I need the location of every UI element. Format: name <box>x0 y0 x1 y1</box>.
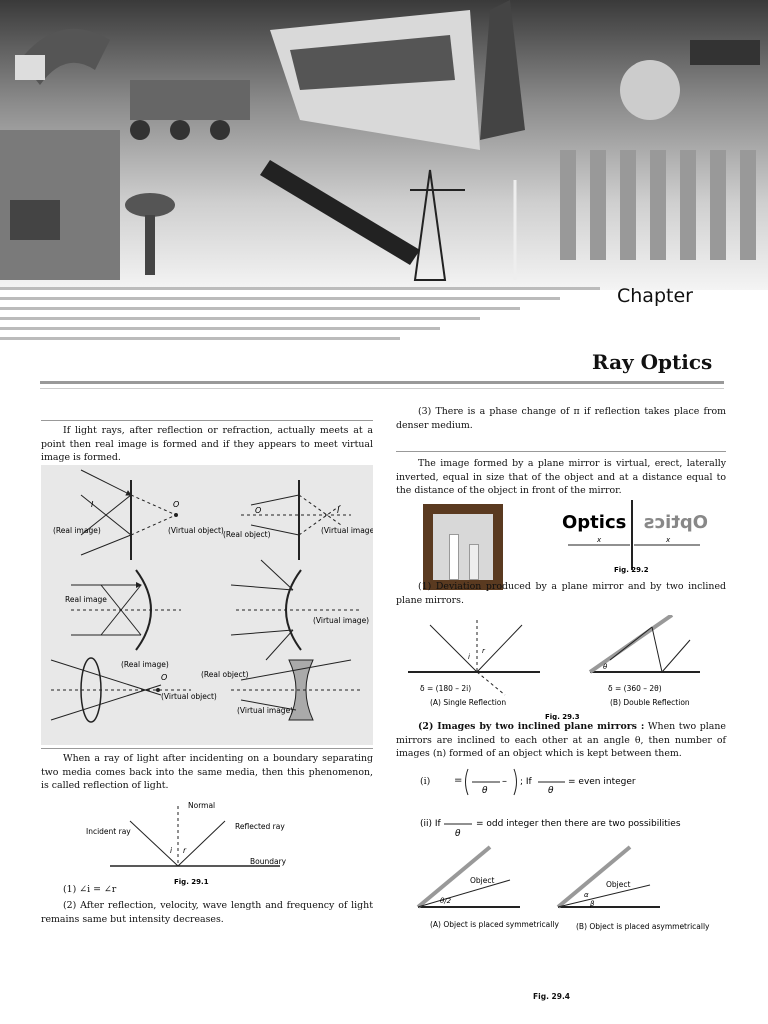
fig-29-3-diagram <box>400 615 730 720</box>
alpha-label: α <box>584 891 589 899</box>
label-virtual-object-3: (Virtual object) <box>161 692 217 701</box>
angle-i-label: i <box>170 846 173 855</box>
mirror-photo <box>423 504 503 590</box>
label-virtual-object-1: (Virtual object) <box>168 526 224 535</box>
section-rule-2 <box>41 748 373 749</box>
fig-29-2-caption: Fig. 29.2 <box>614 566 649 574</box>
section-rule-3 <box>396 451 726 452</box>
label-o-3: O <box>161 673 168 682</box>
double-theta: θ <box>603 663 608 671</box>
eq-ii-prefix: (ii) If <box>420 819 441 829</box>
label-o-1: O <box>173 500 180 509</box>
title-rule <box>40 381 724 384</box>
beta-label: β <box>590 900 595 908</box>
object-label-b: Object <box>606 880 631 889</box>
reflected-ray-label: Reflected ray <box>235 822 285 831</box>
eq-i-cond: = even integer <box>568 777 636 787</box>
caption-b: (B) Object is placed asymmetrically <box>576 922 710 931</box>
law-1: (1) ∠i = ∠r <box>63 884 117 895</box>
label-i-2: I <box>337 506 340 515</box>
caption-a: (A) Object is placed symmetrically <box>430 920 559 929</box>
double-formula: δ = (360 – 2θ) <box>608 684 662 693</box>
single-r: r <box>482 647 485 655</box>
fig-29-3-caption: Fig. 29.3 <box>545 713 580 720</box>
eq-ii-cond: = odd integer then there are two possibilities <box>476 819 681 829</box>
fig-29-4-diagram <box>410 845 730 950</box>
optics-word: Optics <box>562 512 627 533</box>
image-types-figure <box>41 465 373 745</box>
chapter-label: Chapter <box>617 285 693 307</box>
label-real-image-2: Real image <box>65 595 107 604</box>
eq-i-theta-2: θ <box>548 786 554 796</box>
eq-ii <box>420 812 720 842</box>
image-types-diagram <box>41 465 373 745</box>
label-real-image-1: (Real image) <box>53 526 101 535</box>
fig-29-1-caption: Fig. 29.1 <box>174 878 209 886</box>
incident-ray-label: Incident ray <box>86 827 131 836</box>
label-virtual-image-2: (Virtual image) <box>313 616 370 625</box>
law-3: (3) There is a phase change of π if reflection takes place from denser medium. <box>396 406 726 431</box>
eq-i-fraction <box>450 765 650 800</box>
svg-text:=: = <box>454 775 463 786</box>
page-title: Ray Optics <box>592 350 713 374</box>
fig-29-4-caption: Fig. 29.4 <box>533 992 571 1001</box>
object-label-a: Object <box>470 876 495 885</box>
normal-label: Normal <box>188 801 216 810</box>
chapter-banner-image <box>0 0 768 290</box>
angle-r-label: r <box>183 846 187 855</box>
single-i: i <box>468 653 470 661</box>
images-heading: (2) Images by two inclined plane mirrors : <box>418 721 645 732</box>
label-o-2: O <box>255 506 262 515</box>
images-paragraph <box>396 720 726 761</box>
intro-paragraph: If light rays, after reflection or refraction, actually meets at a point then real image is formed and if they appears to meet virtual image is formed. <box>41 425 373 463</box>
label-real-image-3: (Real image) <box>121 660 169 669</box>
optics-mirror-diagram <box>560 500 710 575</box>
eq-i-theta: θ <box>482 786 488 796</box>
x-label-right: x <box>666 536 671 544</box>
single-label: (A) Single Reflection <box>430 698 507 707</box>
banner-collage <box>0 0 768 290</box>
label-real-object-3: (Real object) <box>201 670 249 679</box>
svg-text:–: – <box>502 776 507 787</box>
x-label-left: x <box>597 536 602 544</box>
optics-word-mirrored: Optics <box>643 512 708 533</box>
deviation-paragraph: (1) Deviation produced by a plane mirror and by two inclined plane mirrors. <box>396 581 726 606</box>
title-rule-thin <box>40 388 724 389</box>
eq-i-number: (i) <box>420 776 431 787</box>
fig-29-1-diagram <box>70 796 330 891</box>
boundary-label: Boundary <box>250 857 287 866</box>
label-virtual-image-1: (Virtual image) <box>321 526 373 535</box>
section-rule <box>41 420 373 421</box>
label-i-1: I <box>91 500 94 509</box>
label-virtual-image-3: (Virtual image) <box>237 706 294 715</box>
double-label: (B) Double Reflection <box>610 698 690 707</box>
images-text: When two plane mirrors are inclined to each other at an angle θ, then number of images (n) formed of an object which is kept between them. <box>396 721 726 759</box>
eq-i-if: ; If <box>520 777 532 787</box>
reflection-paragraph: When a ray of light after incidenting on a boundary separating two media comes back into the same media, then this phenomenon, is called reflection of light. <box>41 753 373 791</box>
plane-mirror-paragraph: The image formed by a plane mirror is virtual, erect, laterally inverted, equal in size that of the object and at a distance equal to the distance of the object in front of the mirror. <box>396 458 726 496</box>
theta-half-a: θ/2 <box>440 897 452 905</box>
eq-ii-theta: θ <box>455 829 461 839</box>
label-real-object-1: (Real object) <box>223 530 271 539</box>
law-2: (2) After reflection, velocity, wave length and frequency of light remains same but intensity decreases. <box>41 900 373 925</box>
single-formula: δ = (180 – 2i) <box>420 684 472 693</box>
